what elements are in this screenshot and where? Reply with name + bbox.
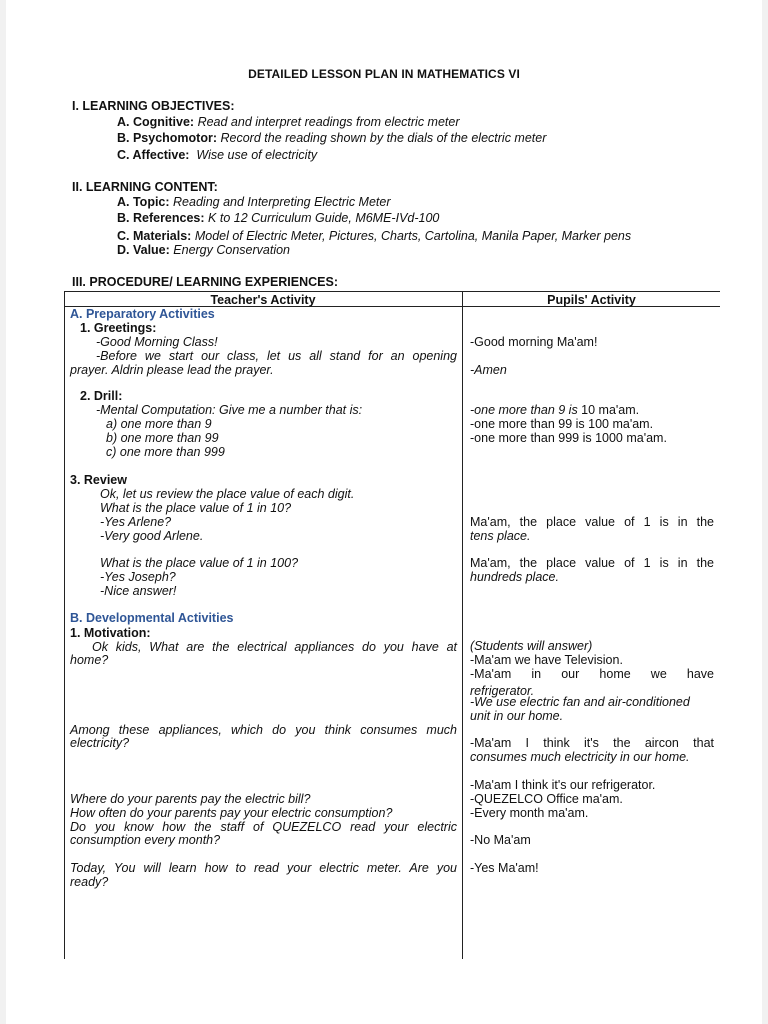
pupils-motivation-5: -We use electric fan and air-conditioned	[470, 695, 690, 709]
preparatory-activities-heading: A. Preparatory Activities	[70, 307, 215, 321]
pupils-drill-c: -one more than 999 is 1000 ma'am.	[470, 431, 667, 445]
teacher-mental-computation: -Mental Computation: Give me a number that is:	[96, 403, 363, 417]
pupils-among-3: -Ma'am I think it's our refrigerator.	[470, 778, 656, 792]
pupils-review-1a: Ma'am, the place value of 1 is in the	[470, 515, 714, 529]
pupils-bill-1: -QUEZELCO Office ma'am.	[470, 792, 623, 806]
pupils-motivation-4: refrigerator.	[470, 684, 535, 698]
teacher-drill-c: c) one more than 999	[106, 445, 225, 459]
pupils-among-2: consumes much electricity in our home.	[470, 750, 690, 764]
procedure-table	[64, 291, 720, 959]
pupils-review-1b: tens place.	[470, 529, 531, 543]
teacher-motivation-1: Ok kids, What are the electrical appliances do you have at	[92, 640, 457, 654]
teacher-review-4: -Very good Arlene.	[100, 529, 204, 543]
teacher-prayer-line-1: -Before we start our class, let us all stand for an opening	[96, 349, 457, 363]
pupils-review-2b: hundreds place.	[470, 570, 559, 584]
objective-psychomotor: B. Psychomotor: Record the reading shown by the dials of the electric meter	[117, 131, 547, 145]
review-heading: 3. Review	[70, 473, 127, 487]
page-title: DETAILED LESSON PLAN IN MATHEMATICS VI	[248, 67, 520, 81]
content-value: D. Value: Energy Conservation	[117, 243, 291, 257]
pupils-drill-a: -one more than 9 is 10 ma'am.	[470, 403, 640, 417]
pupils-amen: -Amen	[470, 363, 507, 377]
content-references: B. References: K to 12 Curriculum Guide, M6ME-IVd-100	[117, 211, 440, 225]
teacher-among-2: electricity?	[70, 736, 130, 750]
teacher-drill-b: b) one more than 99	[106, 431, 219, 445]
table-column-divider	[462, 292, 463, 959]
teacher-review-1: Ok, let us review the place value of each digit.	[100, 487, 355, 501]
content-topic: A. Topic: Reading and Interpreting Electric Meter	[117, 195, 391, 209]
procedure-heading: III. PROCEDURE/ LEARNING EXPERIENCES:	[72, 275, 339, 289]
teacher-among-1: Among these appliances, which do you think consumes much	[70, 723, 457, 737]
teacher-today-2: ready?	[70, 875, 109, 889]
teacher-activity-header: Teacher's Activity	[210, 293, 316, 307]
teacher-drill-a: a) one more than 9	[106, 417, 212, 431]
teacher-bill-2: How often do your parents pay your electric consumption?	[70, 806, 393, 820]
teacher-review-5: What is the place value of 1 in 100?	[100, 556, 299, 570]
teacher-today-1: Today, You will learn how to read your electric meter. Are you	[70, 861, 457, 875]
objectives-heading: I. LEARNING OBJECTIVES:	[72, 99, 235, 113]
objective-affective: C. Affective: Wise use of electricity	[117, 148, 318, 162]
pupils-motivation-1: (Students will answer)	[470, 639, 593, 653]
teacher-bill-1: Where do your parents pay the electric bill?	[70, 792, 311, 806]
pupils-among-1: -Ma'am I think it's the aircon that	[470, 736, 714, 750]
teacher-review-3: -Yes Arlene?	[100, 515, 172, 529]
pupils-today: -Yes Ma'am!	[470, 861, 539, 875]
developmental-activities-heading: B. Developmental Activities	[70, 611, 234, 625]
teacher-review-6: -Yes Joseph?	[100, 570, 176, 584]
teacher-review-2: What is the place value of 1 in 10?	[100, 501, 292, 515]
content-materials: C. Materials: Model of Electric Meter, Pictures, Charts, Cartolina, Manila Paper, Marker pens	[117, 229, 632, 243]
teacher-greeting: -Good Morning Class!	[96, 335, 218, 349]
teacher-motivation-2: home?	[70, 653, 109, 667]
pupils-review-2a: Ma'am, the place value of 1 is in the	[470, 556, 714, 570]
greetings-heading: 1. Greetings:	[80, 321, 157, 335]
pupils-motivation-6: unit in our home.	[470, 709, 564, 723]
teacher-bill-4: consumption every month?	[70, 833, 221, 847]
pupils-bill-3: -No Ma'am	[470, 833, 531, 847]
pupils-motivation-2: -Ma'am we have Television.	[470, 653, 623, 667]
pupils-activity-header: Pupils' Activity	[547, 293, 636, 307]
teacher-prayer-line-2: prayer. Aldrin please lead the prayer.	[70, 363, 274, 377]
pupils-drill-b: -one more than 99 is 100 ma'am.	[470, 417, 654, 431]
teacher-bill-3: Do you know how the staff of QUEZELCO read your electric	[70, 820, 457, 834]
pupils-greeting: -Good morning Ma'am!	[470, 335, 598, 349]
content-heading: II. LEARNING CONTENT:	[72, 180, 218, 194]
motivation-heading: 1. Motivation:	[70, 626, 151, 640]
pupils-bill-2: -Every month ma'am.	[470, 806, 589, 820]
objective-cognitive: A. Cognitive: Read and interpret readings from electric meter	[117, 115, 460, 129]
teacher-review-7: -Nice answer!	[100, 584, 177, 598]
pupils-motivation-3: -Ma'am in our home we have	[470, 667, 714, 681]
drill-heading: 2. Drill:	[80, 389, 123, 403]
table-border-left	[64, 292, 65, 959]
